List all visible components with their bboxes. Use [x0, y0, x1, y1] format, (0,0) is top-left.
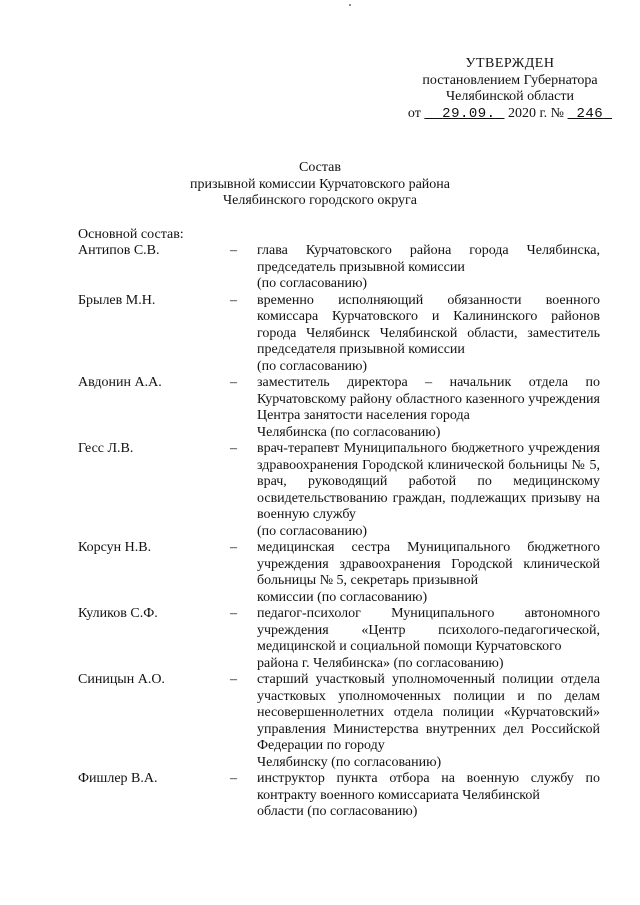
member-role-text: временно исполняющий обязанности военного комиссара Курчатовского и Калининского районов города Челябинск Челябинской области, заместитель председателя призывной комиссии	[257, 292, 600, 357]
member-dash: –	[230, 672, 237, 687]
member-role-note: Челябинску (по согласованию)	[257, 754, 442, 770]
member-row	[78, 606, 600, 672]
member-role-text: инструктор пункта отбора на военную службу по контракту военного комиссариата Челябинской	[257, 771, 600, 803]
approval-stamp	[390, 56, 630, 122]
year-suffix: 2020 г. №	[508, 105, 565, 121]
member-row	[78, 771, 600, 821]
heading-line-3: Челябинского городского округа	[223, 193, 417, 208]
heading-line-1: Состав	[298, 160, 341, 175]
member-dash: –	[230, 243, 237, 258]
member-role	[257, 540, 600, 606]
member-role-note: (по согласованию)	[257, 523, 368, 539]
document-heading	[0, 160, 640, 210]
member-name: Фишлер В.А.	[78, 771, 158, 786]
member-dash: –	[230, 375, 237, 390]
member-role	[257, 243, 600, 293]
member-dash: –	[230, 606, 237, 621]
date-prefix: от	[407, 105, 421, 121]
approval-date-line	[390, 106, 630, 123]
member-role-note: комиссии (по согласованию)	[257, 589, 428, 605]
member-role	[257, 672, 600, 771]
member-name: Корсун Н.В.	[78, 540, 152, 555]
member-name: Синицын А.О.	[78, 672, 165, 687]
member-dash: –	[230, 771, 237, 786]
decree-number: 246	[576, 105, 604, 122]
member-dash: –	[230, 441, 237, 456]
member-name: Антипов С.В.	[78, 243, 160, 258]
member-role-text: глава Курчатовского района города Челябинска, председатель призывной комиссии	[257, 243, 600, 275]
member-role	[257, 375, 600, 441]
member-row	[78, 375, 600, 441]
approval-line-1: постановлением Губернатора	[422, 72, 598, 88]
member-row	[78, 540, 600, 606]
member-role	[257, 771, 600, 821]
member-role-text: медицинская сестра Муниципального бюджетного учреждения здравоохранения Городской клинической больницы № 5, секретарь призывной	[257, 540, 600, 588]
member-role-note: Челябинска (по согласованию)	[257, 424, 441, 440]
member-name: Брылев М.Н.	[78, 292, 156, 308]
member-role-note: (по согласованию)	[257, 358, 368, 374]
scan-speck	[349, 4, 351, 6]
member-role	[257, 606, 600, 672]
member-row	[78, 243, 600, 293]
member-role-text: педагог-психолог Муниципального автономного учреждения «Центр психолого-педагогической, медицинской и социальной помощи Курчатовского	[257, 606, 600, 654]
member-role-note: области (по согласованию)	[257, 804, 418, 819]
approval-title: УТВЕРЖДЕН	[465, 56, 555, 71]
member-role-text: старший участковый уполномоченный полиции отдела участковых уполномоченных полиции и по делам несовершеннолетних отдела полиции «Курчатовский» управления Министерства внутренних дел Российской Федерации по городу	[257, 672, 600, 753]
section-label: Основной состав:	[78, 227, 184, 242]
member-role-text: заместитель директора – начальник отдела по Курчатовскому району областного казенного учреждения Центра занятости населения города	[257, 375, 600, 423]
decree-date: 29.09.	[442, 105, 496, 122]
member-dash: –	[230, 540, 237, 555]
member-role-text: врач-терапевт Муниципального бюджетного учреждения здравоохранения Городской клинической больницы № 5, врач, руководящий работой по медицинскому освидетельствованию граждан, подлежащих призыву на военную службу	[257, 441, 600, 522]
member-row	[78, 441, 600, 540]
members-list	[78, 243, 600, 821]
member-role-note: (по согласованию)	[257, 276, 368, 291]
member-role	[257, 293, 600, 376]
heading-line-2: призывной комиссии Курчатовского района	[189, 176, 450, 192]
approval-line-2: Челябинской области	[446, 89, 574, 104]
member-role	[257, 441, 600, 540]
member-row	[78, 293, 600, 376]
member-role-note: района г. Челябинска» (по согласованию)	[257, 655, 504, 671]
member-name: Куликов С.Ф.	[78, 606, 158, 621]
member-name: Гесс Л.В.	[78, 441, 134, 456]
member-row	[78, 672, 600, 771]
member-name: Авдонин А.А.	[78, 375, 162, 390]
member-dash: –	[230, 292, 237, 308]
